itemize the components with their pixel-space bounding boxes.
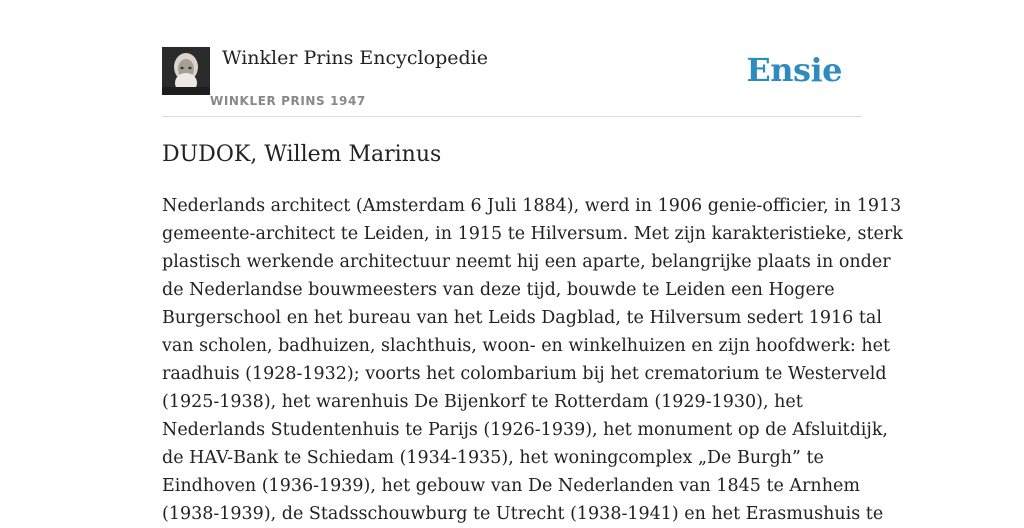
article-body-line: (1925-1938), het warenhuis De Bijenkorf te Rotterdam (1929-1930), het (162, 392, 803, 412)
article-body-line: van scholen, badhuizen, slachthuis, woon- en winkelhuizen en zijn hoofdwerk: het (162, 336, 891, 356)
article-body-line: Nederlands architect (Amsterdam 6 Juli 1884), werd in 1906 genie-officier, in 1913 (162, 196, 902, 216)
site-header (162, 46, 862, 117)
author-avatar-icon (162, 47, 210, 95)
article-body-line: de Nederlandse bouwmeesters van deze tijd, bouwde te Leiden een Hogere (162, 280, 835, 300)
article-body-line: raadhuis (1928-1932); voorts het colombarium bij het crematorium te Westerveld (162, 364, 887, 384)
article-body-line: (1938-1939), de Stadsschouwburg te Utrecht (1938-1941) en het Erasmushuis te (162, 504, 884, 524)
article-body-line: plastisch werkende architectuur neemt hij een aparte, belangrijke plaats in onder (162, 252, 891, 272)
article-body-line: Burgerschool en het bureau van het Leids Dagblad, te Hilversum sedert 1916 tal (162, 308, 882, 328)
article-body-line: Eindhoven (1936-1939), het gebouw van De Nederlanden van 1845 te Arnhem (162, 476, 860, 496)
article-body (162, 192, 903, 528)
site-name[interactable]: Winkler Prins Encyclopedie (222, 47, 488, 69)
article-body-line: Nederlands Studentenhuis te Parijs (1926-1939), het monument op de Afsluitdijk, (162, 420, 888, 440)
ensie-logo-link[interactable]: Ensie (746, 51, 842, 89)
article-body-line: gemeente-architect te Leiden, in 1915 te Hilversum. Met zijn karakteristieke, sterk (162, 224, 903, 244)
article-title: DUDOK, Willem Marinus (162, 142, 442, 167)
edition-label[interactable]: WINKLER PRINS 1947 (210, 94, 366, 108)
article-body-line: de HAV-Bank te Schiedam (1934-1935), het woningcomplex „De Burgh” te (162, 448, 824, 468)
